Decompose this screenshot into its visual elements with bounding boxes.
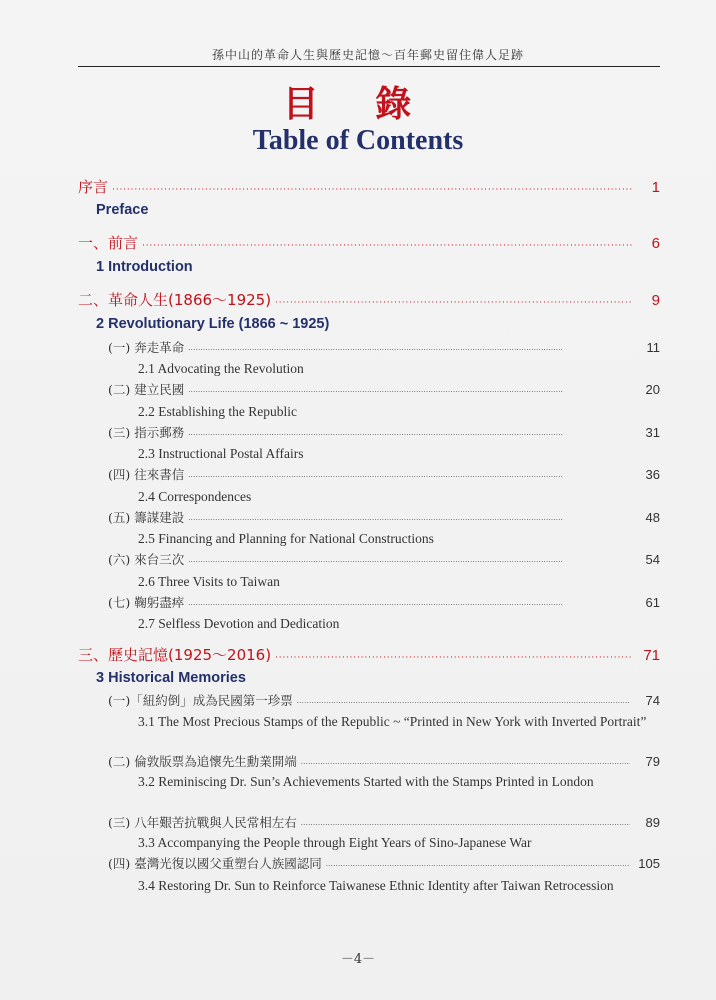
page-ref: 48 <box>645 510 660 525</box>
page-ref: 105 <box>638 856 660 871</box>
dot-leader <box>112 185 632 195</box>
section-title-en: 3.1 The Most Precious Stamps of the Republic ~ “Printed in New York with Inverted Portrait” <box>138 714 647 729</box>
section-title-en: 2.4 Correspondences <box>138 489 252 504</box>
section-title-en: 2.3 Instructional Postal Affairs <box>138 446 304 461</box>
header-rule <box>78 66 660 67</box>
section-title-en: 2.1 Advocating the Revolution <box>138 361 304 376</box>
toc-section-3-4[interactable] <box>108 854 660 872</box>
toc-section-3-3[interactable] <box>108 813 660 831</box>
dot-leader <box>188 601 630 609</box>
chapter-title-zh: 序言 <box>78 178 109 196</box>
dot-leader <box>142 241 632 251</box>
section-title-zh: (三) 指示郵務 <box>108 425 185 440</box>
section-title-en: 3.4 Restoring Dr. Sun to Reinforce Taiwanese Ethnic Identity after Taiwan Retrocession <box>138 878 614 893</box>
section-title-zh: (五) 籌謀建設 <box>108 510 185 525</box>
dot-leader <box>275 653 632 663</box>
section-title-en: 3.2 Reminiscing Dr. Sun’s Achievements Started with the Stamps Printed in London <box>138 774 594 789</box>
toc-chapter-3[interactable] <box>78 644 660 665</box>
section-title-en: 2.7 Selfless Devotion and Dedication <box>138 616 340 631</box>
toc-chapter-1[interactable] <box>78 232 660 253</box>
section-title-zh: (一) 奔走革命 <box>108 340 185 355</box>
chapter-title-en: Preface <box>96 202 149 218</box>
page-ref: 79 <box>645 754 660 769</box>
section-title-zh: (四) 往來書信 <box>108 467 185 482</box>
page-ref: 71 <box>643 647 660 664</box>
page-number: －4－ <box>340 952 376 967</box>
dot-leader <box>188 346 630 354</box>
page-ref: 31 <box>645 425 660 440</box>
toc-section-3-2[interactable] <box>108 752 660 770</box>
dot-leader <box>326 862 630 870</box>
dot-leader <box>188 516 630 524</box>
page-ref: 9 <box>651 292 660 309</box>
chapter-title-en: 1 Introduction <box>96 259 193 275</box>
page-ref: 54 <box>645 552 660 567</box>
chapter-title-en: 2 Revolutionary Life (1866 ~ 1925) <box>96 316 330 332</box>
dot-leader <box>301 760 630 768</box>
section-title-en: 2.6 Three Visits to Taiwan <box>138 574 280 589</box>
section-title-zh: (一)「紐約倒」成為民國第一珍票 <box>108 693 293 708</box>
toc-section-2-5[interactable] <box>108 508 660 526</box>
toc-section-2-7[interactable] <box>108 593 660 611</box>
dot-leader <box>188 473 630 481</box>
section-title-zh: (四) 臺灣光復以國父重塑台人族國認同 <box>108 856 322 871</box>
page-ref: 20 <box>645 382 660 397</box>
chapter-title-en: 3 Historical Memories <box>96 670 246 686</box>
toc-section-2-3[interactable] <box>108 423 660 441</box>
section-title-zh: (六) 來台三次 <box>108 552 185 567</box>
section-title-zh: (二) 建立民國 <box>108 382 185 397</box>
dot-leader <box>188 431 630 439</box>
page-ref: 61 <box>645 595 660 610</box>
dot-leader <box>188 388 630 396</box>
toc-chapter-preface[interactable] <box>78 176 660 197</box>
chapter-title-zh: 三、歷史記憶(1925～2016) <box>78 646 272 664</box>
toc-section-2-2[interactable] <box>108 380 660 398</box>
page-ref: 74 <box>645 693 660 708</box>
toc-section-2-6[interactable] <box>108 550 660 568</box>
page-ref: 6 <box>651 235 660 252</box>
dot-leader <box>301 821 630 829</box>
section-title-zh: (三) 八年艱苦抗戰與人民常相左右 <box>108 815 297 830</box>
title-chinese: 目 錄 <box>282 83 434 125</box>
title-english: Table of Contents <box>252 125 464 156</box>
running-head: 孫中山的革命人生與歷史記憶～百年郵史留住偉人足跡 <box>211 48 524 62</box>
section-title-zh: (二) 倫敦版票為追懷先生勳業開端 <box>108 754 297 769</box>
page-ref: 36 <box>645 467 660 482</box>
toc-chapter-2[interactable] <box>78 289 660 310</box>
section-title-en: 3.3 Accompanying the People through Eight Years of Sino-Japanese War <box>138 835 532 850</box>
toc-section-2-1[interactable] <box>108 338 660 356</box>
chapter-title-zh: 二、革命人生(1866～1925) <box>78 291 272 309</box>
dot-leader <box>188 558 630 566</box>
dot-leader <box>297 699 630 707</box>
section-title-en: 2.5 Financing and Planning for National Constructions <box>138 531 434 546</box>
dot-leader <box>275 298 632 308</box>
page-ref: 11 <box>646 340 660 355</box>
page-ref: 1 <box>651 179 660 196</box>
toc-section-2-4[interactable] <box>108 465 660 483</box>
chapter-title-zh: 一、前言 <box>78 234 139 252</box>
section-title-en: 2.2 Establishing the Republic <box>138 404 297 419</box>
toc-section-3-1[interactable] <box>108 691 660 709</box>
section-title-zh: (七) 鞠躬盡瘁 <box>108 595 185 610</box>
page-ref: 89 <box>645 815 660 830</box>
